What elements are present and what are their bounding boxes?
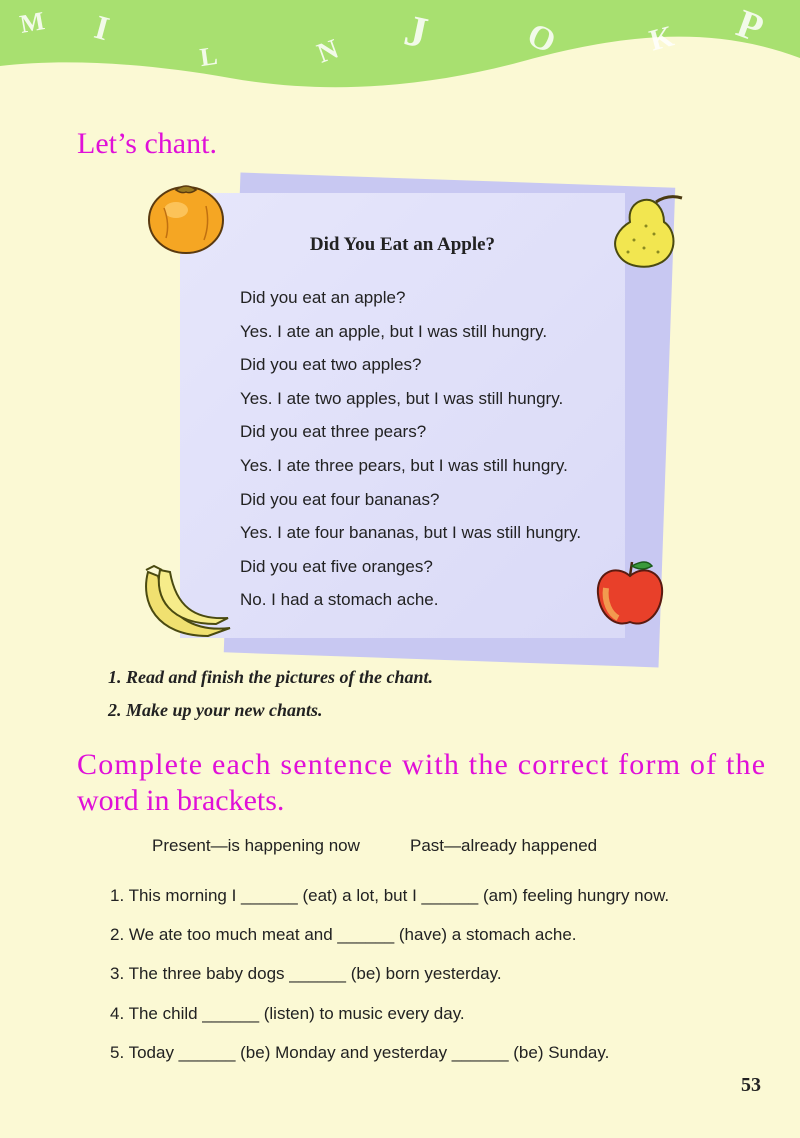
header-letter: K [645, 19, 678, 58]
chant-line: Did you eat an apple? [240, 288, 406, 307]
exercise-sentence: 5. Today ______ (be) Monday and yesterday ______ (be) Sunday. [110, 1042, 610, 1062]
chant-line: Did you eat three pears? [240, 422, 427, 442]
header-wave-band [0, 0, 800, 110]
apple-icon [592, 558, 668, 630]
header-letter: P [731, 0, 770, 51]
chant-section-title: Let’s chant. [77, 127, 217, 160]
chant-line: Yes. I ate three pears, but I was still hungry. [240, 455, 568, 475]
chant-card [180, 193, 625, 638]
instruction-2: 2. Make up your new chants. [108, 700, 323, 720]
banana-icon [136, 562, 236, 644]
orange-icon [146, 178, 228, 256]
exercise-sentence: 3. The three baby dogs ______ (be) born yesterday. [110, 964, 502, 984]
exercise-sentence: 2. We ate too much meat and ______ (have) a stomach ache. [110, 925, 577, 945]
page-number: 53 [741, 1074, 761, 1096]
exercise-section-title-line1: Complete each sentence with the correct form of the [77, 748, 767, 781]
header-letter: J [400, 5, 432, 58]
header-letter: O [521, 16, 562, 61]
chant-lines [240, 287, 581, 623]
header-letter: L [197, 40, 220, 73]
chant-line: Yes. I ate four bananas, but I was still hungry. [240, 523, 582, 543]
header-letter: I [90, 8, 113, 49]
chant-line: Did you eat five oranges? [240, 556, 433, 576]
header-letter: M [17, 6, 47, 39]
pear-icon [606, 190, 688, 272]
chant-line: Yes. I ate two apples, but I was still hungry. [240, 388, 564, 408]
exercise-sentences [110, 885, 669, 1081]
legend-present: Present—is happening now [152, 836, 360, 855]
exercise-section-title-line2: word in brackets. [77, 784, 285, 817]
chant-line: Yes. I ate an apple, but I was still hungry. [240, 321, 548, 341]
chant-line: Did you eat two apples? [240, 355, 422, 375]
chant-title: Did You Eat an Apple? [309, 234, 496, 255]
chant-line: No. I had a stomach ache. [240, 590, 439, 610]
exercise-sentence: 4. The child ______ (listen) to music every day. [110, 1003, 465, 1023]
header-letter: N [313, 33, 343, 70]
chant-line: Did you eat four bananas? [240, 489, 440, 509]
legend-past: Past—already happened [410, 836, 598, 855]
instruction-1: 1. Read and finish the pictures of the chant. [108, 667, 434, 687]
exercise-sentence: 1. This morning I ______ (eat) a lot, but I ______ (am) feeling hungry now. [110, 886, 670, 905]
